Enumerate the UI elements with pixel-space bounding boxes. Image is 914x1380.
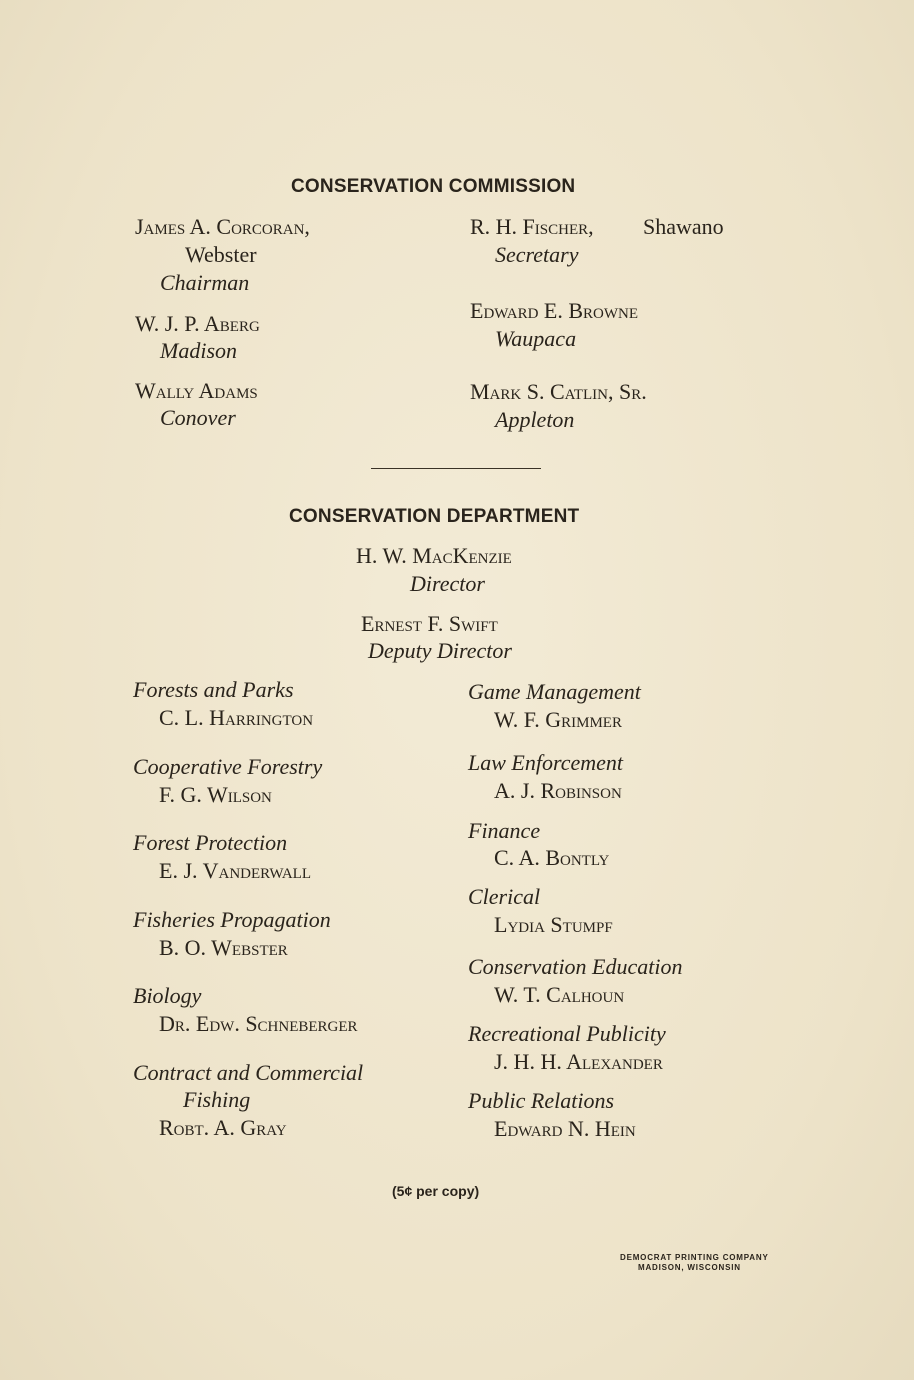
division-name: Game Management <box>468 679 641 704</box>
division-name: Contract and Commercial <box>133 1060 364 1085</box>
division-head: Lydia Stumpf <box>494 912 613 937</box>
division-name: Clerical <box>468 884 541 909</box>
division-head: Dr. Edw. Schneberger <box>159 1011 358 1036</box>
director-name: H. W. MacKenzie <box>356 543 512 568</box>
division-head: B. O. Webster <box>159 935 288 960</box>
division-name: Public Relations <box>468 1088 615 1113</box>
member-place: Conover <box>160 405 236 430</box>
commission-heading: CONSERVATION COMMISSION <box>291 176 576 197</box>
division-name: Biology <box>133 983 202 1008</box>
member-name: R. H. Fischer, <box>470 214 594 239</box>
division-name: Forest Protection <box>133 830 288 855</box>
member-name: Edward E. Browne <box>470 298 639 323</box>
member-place: Shawano <box>643 214 724 239</box>
division-head: W. T. Calhoun <box>494 982 625 1007</box>
division-name: Cooperative Forestry <box>133 754 323 779</box>
division-head: C. L. Harrington <box>159 705 314 730</box>
division-name-continued: Fishing <box>183 1087 251 1112</box>
price-note: (5¢ per copy) <box>392 1183 480 1199</box>
division-head: Robt. A. Gray <box>159 1115 287 1140</box>
division-name: Fisheries Propagation <box>133 907 331 932</box>
member-name: W. J. P. Aberg <box>135 311 260 336</box>
member-place: Appleton <box>495 407 575 432</box>
division-head: W. F. Grimmer <box>494 707 622 732</box>
member-place: Waupaca <box>495 326 577 351</box>
division-name: Conservation Education <box>468 954 683 979</box>
deputy-title: Deputy Director <box>368 638 512 663</box>
division-head: F. G. Wilson <box>159 782 272 807</box>
division-name: Forests and Parks <box>133 677 294 702</box>
printer-name: DEMOCRAT PRINTING COMPANY <box>620 1253 769 1262</box>
director-title: Director <box>410 571 485 596</box>
division-head: C. A. Bontly <box>494 845 610 870</box>
division-head: J. H. H. Alexander <box>494 1049 663 1074</box>
department-heading: CONSERVATION DEPARTMENT <box>289 506 580 527</box>
member-name: James A. Corcoran, <box>135 214 310 239</box>
member-name: Wally Adams <box>135 378 258 403</box>
division-name: Recreational Publicity <box>468 1021 666 1046</box>
division-head: Edward N. Hein <box>494 1116 636 1141</box>
deputy-name: Ernest F. Swift <box>361 611 498 636</box>
member-role: Chairman <box>160 270 250 295</box>
division-head: E. J. Vanderwall <box>159 858 311 883</box>
division-head: A. J. Robinson <box>494 778 622 803</box>
division-name: Finance <box>468 818 541 843</box>
member-name: Mark S. Catlin, Sr. <box>470 379 647 404</box>
member-place: Webster <box>185 242 257 267</box>
printer-location: MADISON, WISCONSIN <box>638 1263 741 1272</box>
section-divider <box>371 468 541 469</box>
division-name: Law Enforcement <box>468 750 623 775</box>
member-place: Madison <box>160 338 237 363</box>
member-role: Secretary <box>495 242 579 267</box>
